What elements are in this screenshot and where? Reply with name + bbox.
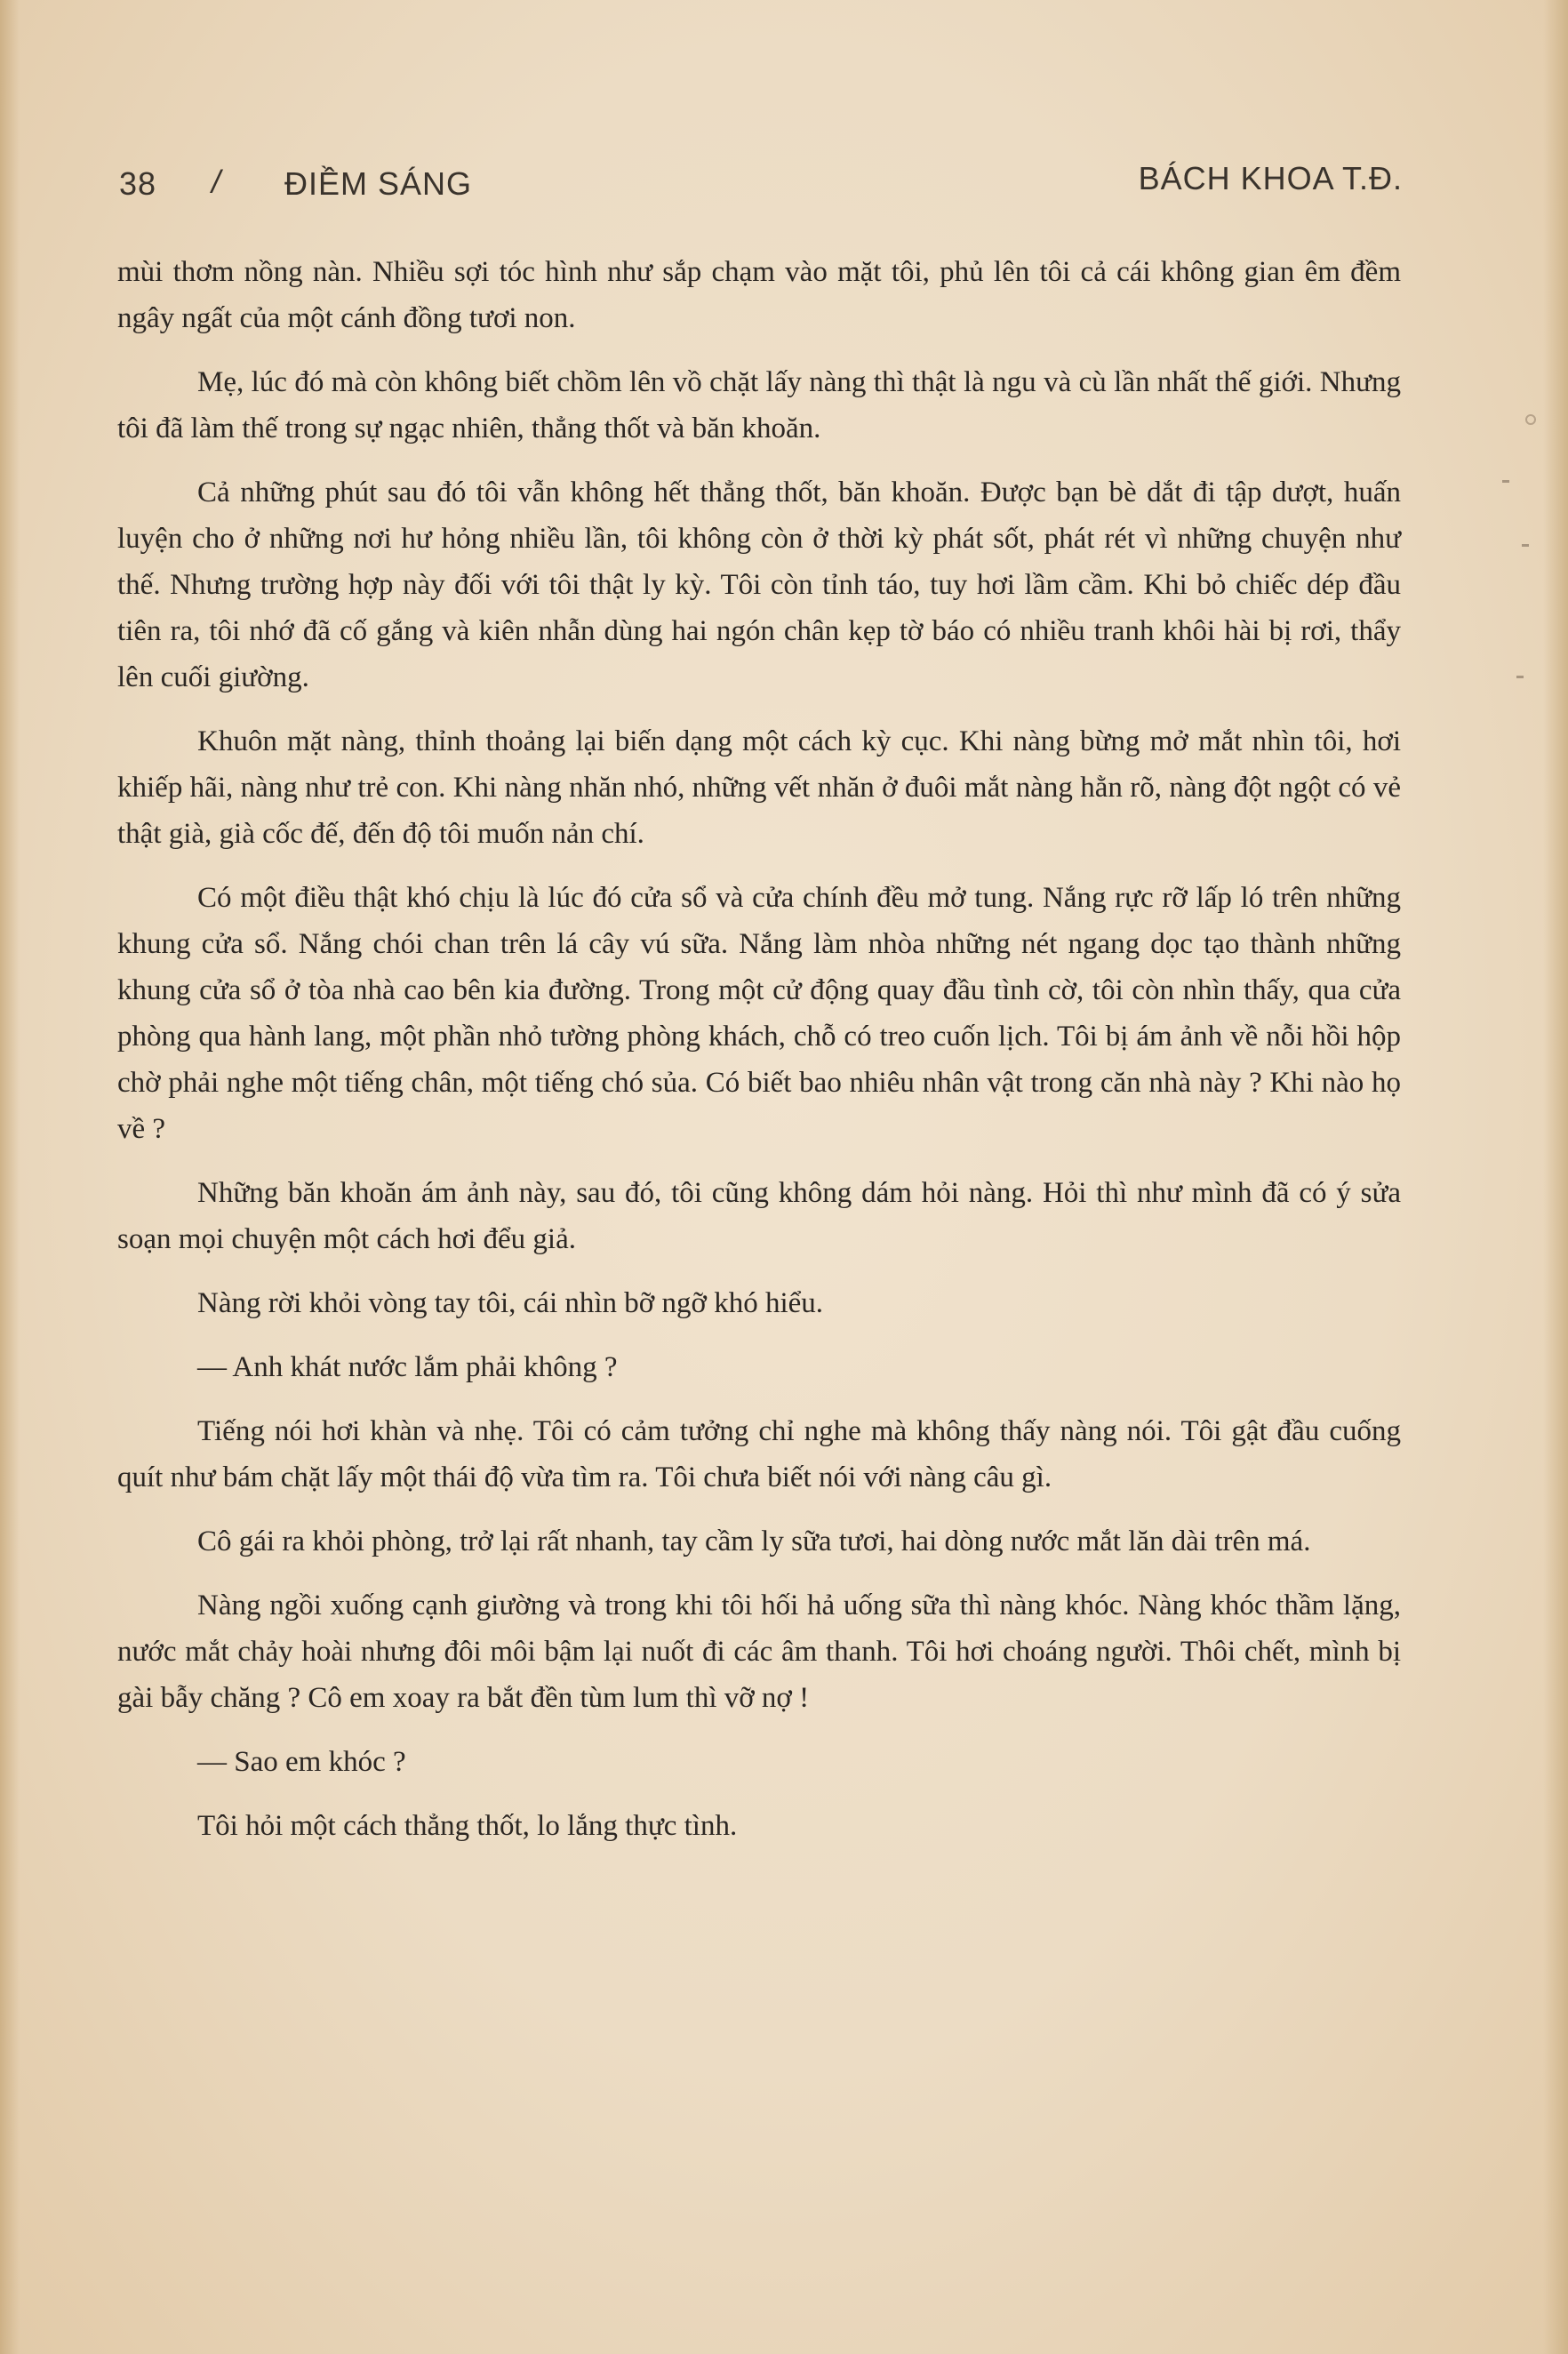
paragraph-7: Nàng rời khỏi vòng tay tôi, cái nhìn bỡ ngỡ khó hiểu.	[197, 1287, 824, 1319]
scan-speck	[1522, 544, 1529, 547]
scan-speck	[1525, 414, 1536, 425]
running-header	[119, 160, 1403, 204]
paragraph-6: Những băn khoăn ám ảnh này, sau đó, tôi cũng không dám hỏi nàng. Hỏi thì như mình đã có ý sửa soạn mọi chuyện một cách hơi đểu giả.	[117, 1177, 1401, 1255]
paragraph-10: Nàng ngồi xuống cạnh giường và trong khi tôi hối hả uống sữa thì nàng khóc. Nàng khóc thầm lặng, nước mắt chảy hoài nhưng đôi môi bậm lại nuốt đi các âm thanh. Tôi hơi choáng người. Thôi chết, mình bị gài bẫy chăng ? Cô em xoay ra bắt đền tùm lum thì vỡ nợ !	[117, 1589, 1401, 1714]
dialogue-line-2: — Sao em khóc ?	[197, 1746, 406, 1778]
scan-speck	[1502, 480, 1509, 483]
paragraph-8: Tiếng nói hơi khàn và nhẹ. Tôi có cảm tưởng chỉ nghe mà không thấy nàng nói. Tôi gật đầu cuống quít như bám chặt lấy một thái độ vừa tìm ra. Tôi chưa biết nói với nàng câu gì.	[117, 1415, 1401, 1493]
dialogue-line-1: — Anh khát nước lắm phải không ?	[197, 1351, 618, 1383]
paragraph-5: Có một điều thật khó chịu là lúc đó cửa sổ và cửa chính đều mở tung. Nắng rực rỡ lấp ló trên những khung cửa sổ. Nắng chói chan trên lá cây vú sữa. Nắng làm nhòa những nét ngang dọc tạo thành những khung cửa sổ ở tòa nhà cao bên kia đường. Trong một cử động quay đầu tình cờ, tôi còn nhìn thấy, qua cửa phòng qua hành lang, một phần nhỏ tường phòng khách, chỗ có treo cuốn lịch. Tôi bị ám ảnh về nỗi hồi hộp chờ phải nghe một tiếng chân, một tiếng chó sủa. Có biết bao nhiêu nhân vật trong căn nhà này ? Khi nào họ về ?	[117, 882, 1401, 1145]
page-edge-shadow-left	[0, 0, 20, 2354]
section-title: ĐIỀM SÁNG	[284, 165, 473, 202]
journal-title: BÁCH KHOA T.Đ.	[1138, 160, 1403, 196]
page-body	[117, 249, 1401, 1849]
paragraph-1: mùi thơm nồng nàn. Nhiều sợi tóc hình như sắp chạm vào mặt tôi, phủ lên tôi cả cái không gian êm đềm ngây ngất của một cánh đồng tươi non.	[117, 256, 1401, 334]
paragraph-4: Khuôn mặt nàng, thỉnh thoảng lại biến dạng một cách kỳ cục. Khi nàng bừng mở mắt nhìn tôi, hơi khiếp hãi, nàng như trẻ con. Khi nàng nhăn nhó, những vết nhăn ở đuôi mắt nàng hằn rõ, nàng đột ngột có vẻ thật già, già cốc đế, đến độ tôi muốn nản chí.	[117, 725, 1401, 850]
header-separator: /	[212, 164, 222, 200]
scan-speck	[1516, 676, 1524, 678]
paragraph-2: Mẹ, lúc đó mà còn không biết chồm lên vồ chặt lấy nàng thì thật là ngu và cù lần nhất thế giới. Nhưng tôi đã làm thế trong sự ngạc nhiên, thẳng thốt và băn khoăn.	[117, 366, 1401, 444]
page-number: 38	[119, 165, 157, 202]
paragraph-9: Cô gái ra khỏi phòng, trở lại rất nhanh, tay cầm ly sữa tươi, hai dòng nước mắt lăn dài trên má.	[197, 1525, 1311, 1557]
page-edge-shadow-right	[1543, 0, 1568, 2354]
paragraph-3: Cả những phút sau đó tôi vẫn không hết thẳng thốt, băn khoăn. Được bạn bè dắt đi tập dượt, huấn luyện cho ở những nơi hư hỏng nhiều lần, tôi không còn ở thời kỳ phát sốt, phát rét vì những chuyện như thế. Nhưng trường hợp này đối với tôi thật ly kỳ. Tôi còn tỉnh táo, tuy hơi lầm cầm. Khi bỏ chiếc dép đầu tiên ra, tôi nhớ đã cố gắng và kiên nhẫn dùng hai ngón chân kẹp tờ báo có nhiều tranh khôi hài bị rơi, thẩy lên cuối giường.	[117, 476, 1401, 693]
paragraph-11: Tôi hỏi một cách thẳng thốt, lo lắng thực tình.	[197, 1810, 738, 1842]
